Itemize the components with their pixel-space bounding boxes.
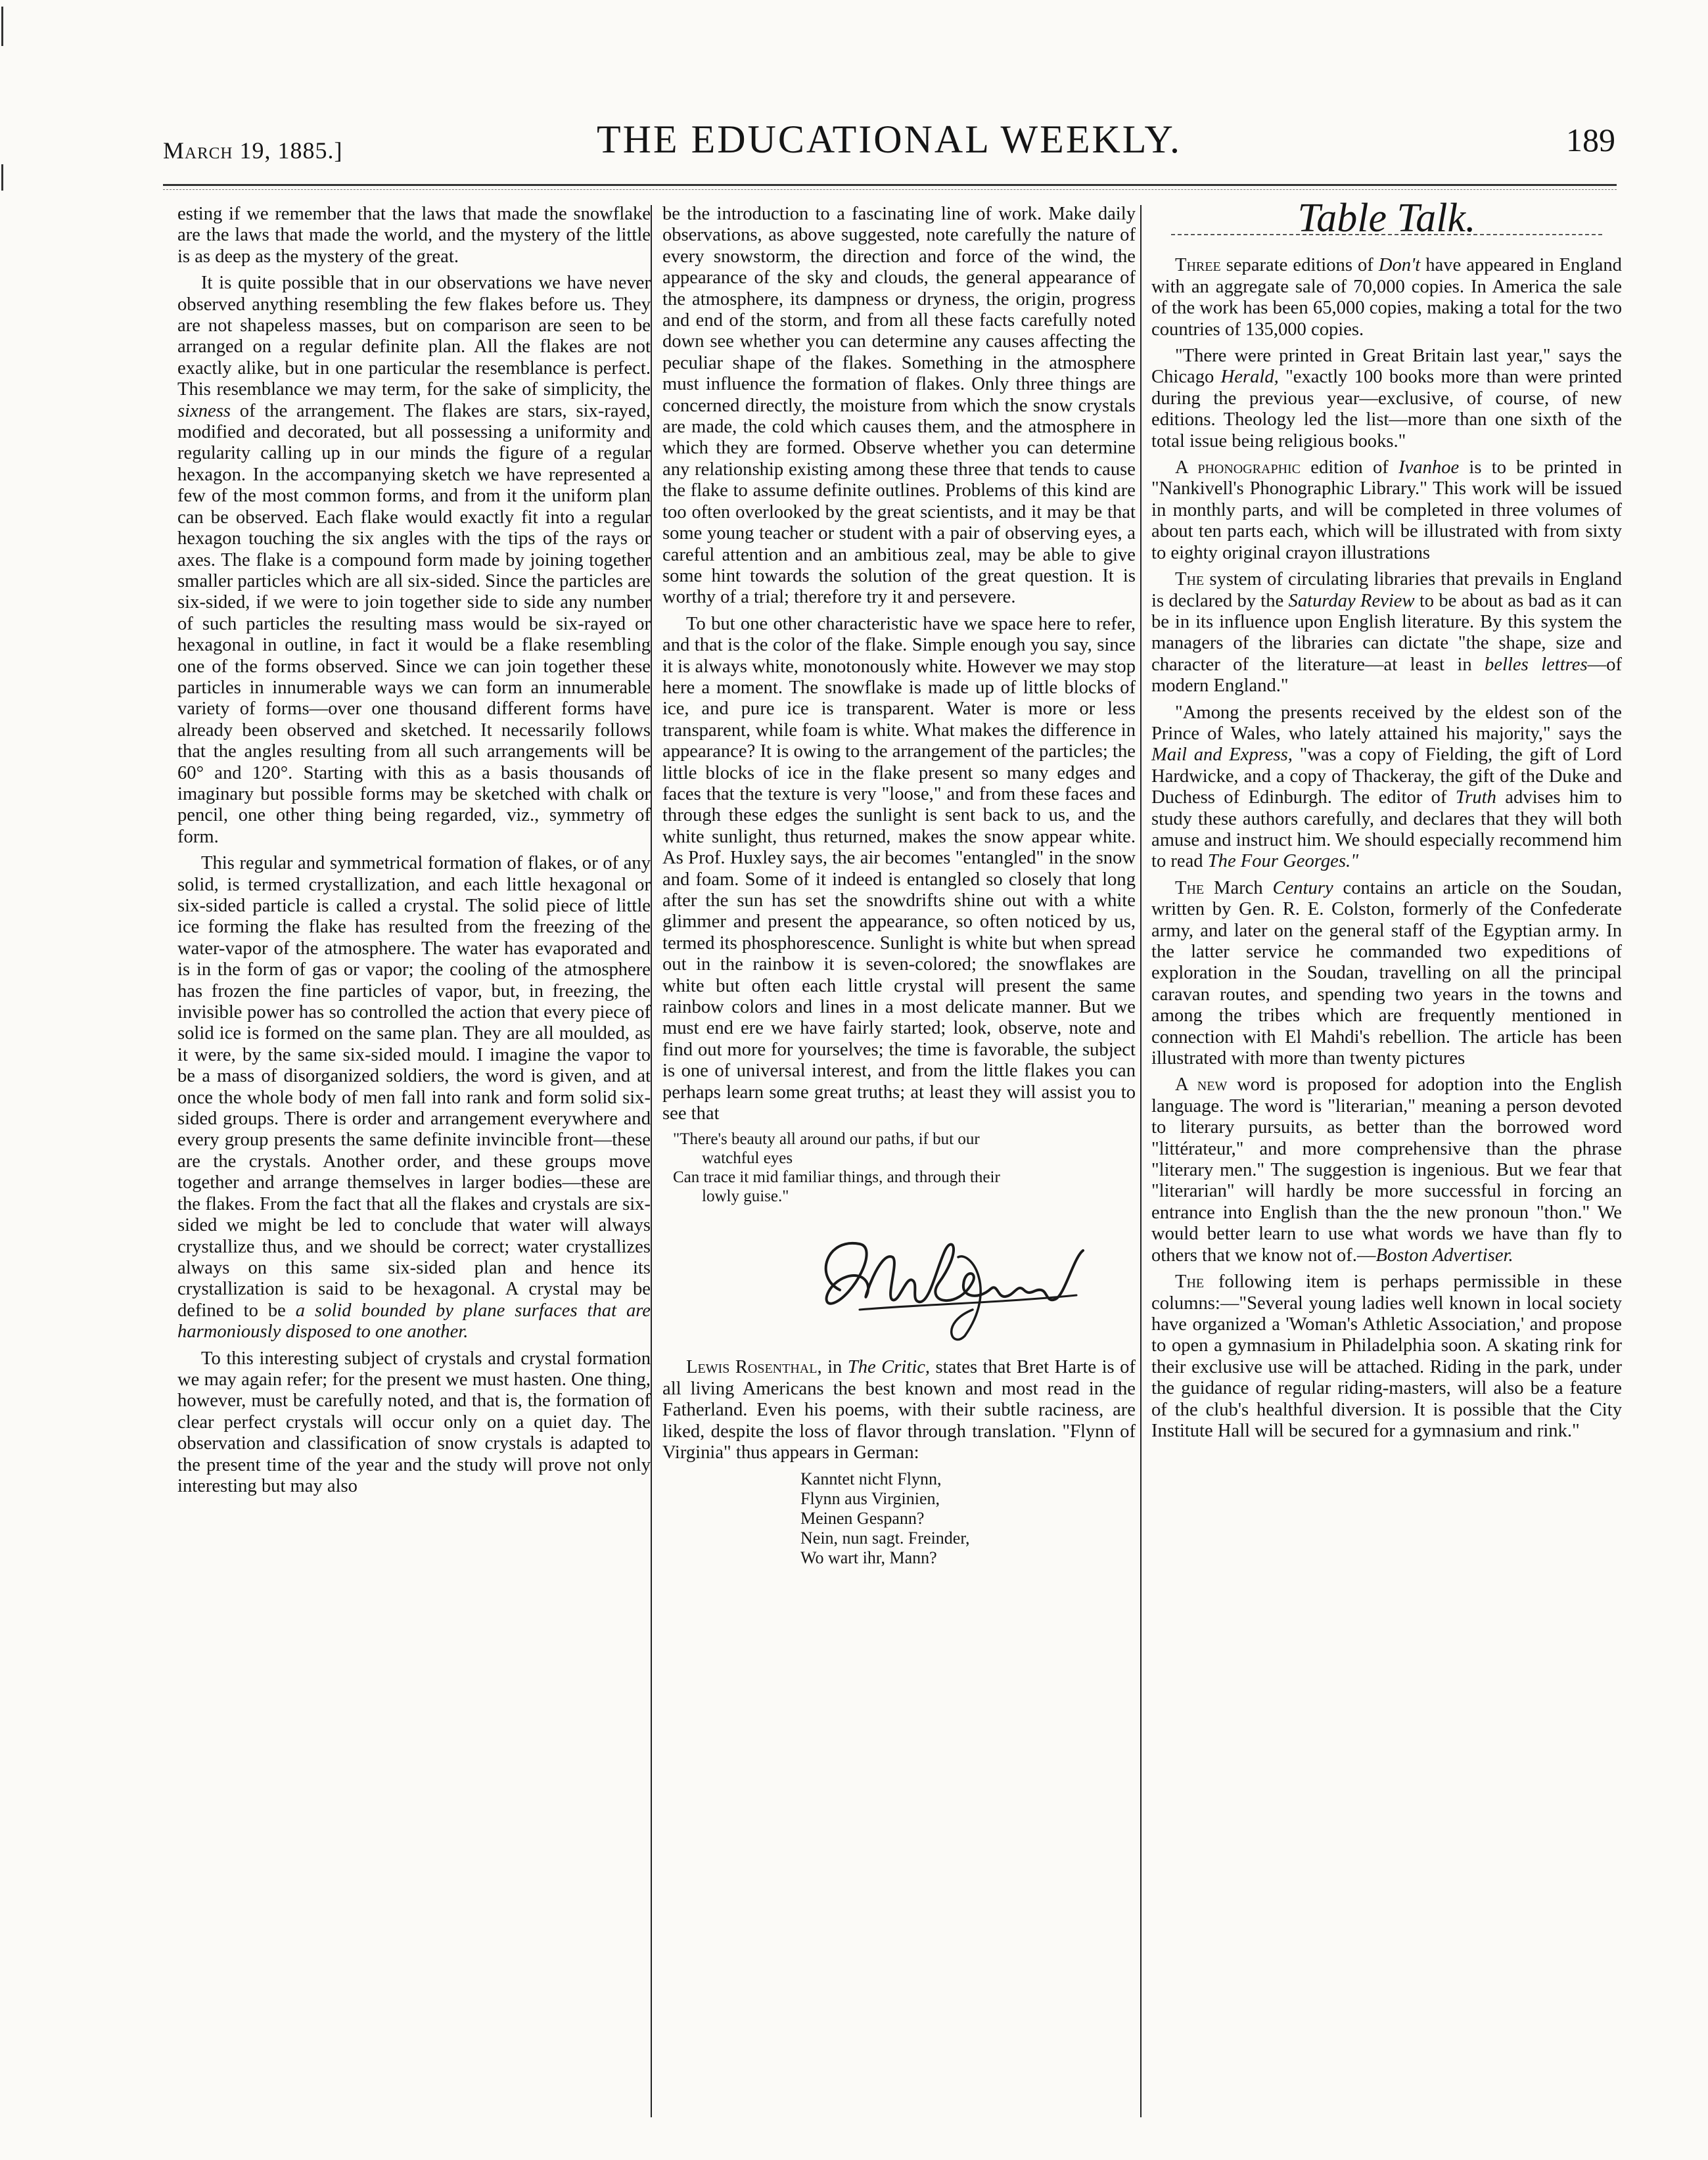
definition: a solid bounded by plane surfaces that are harmoniously disposed to one another. — [177, 1300, 651, 1343]
news-item: "There were printed in Great Britain last year," says the Chicago Herald, "exactly 100 books more than were printed during the previous year—exclusive, of course, of new editions. Theology led the list—more than one sixth of the total issue being religious books." — [1151, 346, 1622, 451]
verse-line: Wo wart ihr, Mann? — [800, 1548, 937, 1567]
verse-line: Kanntet nicht Flynn, — [800, 1469, 942, 1488]
paragraph: To but one other characteristic have we space here to refer, and that is the color of the flake. Simple enough you say, since it is always white, monotonously white. However we may stop here a moment. The snowflake is made up of little blocks of ice, and pure ice is transparent. Water is more or less transparent, while foam is white. What makes the difference in appearance? It is owing to the arrangement of the particles; the little blocks of ice in the flake present so many edges and faces that the texture is very "loose," and from these faces and through these edges the sunlight is sent back to us, and the white sunlight, thus returned, makes the snow appear white. As Prof. Huxley says, the air becomes "entangled" in the snow and foam. Some of it indeed is entangled so closely that long after the sun has set the snowdrifts shine out with a white glimmer and present the appearance, so often noticed by us, termed its phosphorescence. Sunlight is white but when spread out in the rainbow it is seven-colored; the snowflakes are white but often each little crystal will present the same rainbow colors and lines in a most delicate manner. But we must end ere we have fairly started; look, observe, note and find out more for yourselves; the time is favorable, the subject is one of universal interest, and from the little flakes you can perhaps learn some great truths; at least they will assist you to see that — [662, 613, 1136, 1124]
header-rule — [163, 184, 1617, 186]
column-divider — [1140, 205, 1142, 2117]
verse-line: Nein, nun sagt. Freinder, — [800, 1528, 970, 1548]
paragraph: To this interesting subject of crystals and crystal formation we may again refer; for the present we must hasten. One thing, however, must be carefully noted, and that is, the formation of clear perfect crystals will occur only on a quiet day. The observation and classification of snow crystals is adapted to the present time of the year and the study will prove not only interesting but may also — [177, 1348, 651, 1496]
news-item: The following item is perhaps permissible in these columns:—"Several young ladies well known in local society have organized a 'Woman's Athletic Association,' and propose to open a gymnasium in Philadelphia soon. A skating rink for their exclusive use will be attached. Riding in the park, under the guidance of regular riding-masters, will also be a feature of the club's healthful diversion. It is possible that the City Institute Hall will be secured for a gymnasium and rink." — [1151, 1272, 1623, 1441]
column-1 — [177, 204, 651, 1502]
paragraph: It is quite possible that in our observations we have never observed anything resembling the few flakes before us. They are not shapeless masses, but on comparison are seen to be arranged on a regular definite plan. All the flakes are not exactly alike, but in one particular the resemblance is perfect. This resemblance we may term, for the sake of simplicity, the sixness of the arrangement. The flakes are stars, six-rayed, modified and decorated, but all possessing a uniformity and regularity calling up in our minds the figure of a regular hexagon. In the accompanying sketch we have represented a few of the most common forms, and from it the uniform plan can be observed. Each flake would exactly fit into a regular hexagon touching the six angles with the tips of the rays or axes. The flake is a compound form made by joining together smaller particles which are all six-sided. Since the particles are six-sided, if we were to join together side to side any number of such particles the resulting mass would be six-rayed or hexagonal in outline, in fact it would be a flake resembling one of the forms observed. Since we can join together these particles in innumerable ways we can form an innumerable variety of forms—over one thousand different forms have already been observed and sketched. It necessarily follows that the angles resulting from all such arrangements will be 60° and 120°. Starting with this as a basis thousands of imaginary but possible forms may be sketched with chalk or pencil, one other thing being regarded, viz., symmetry of form. — [177, 273, 651, 847]
news-item: Three separate editions of Don't have appeared in England with an aggregate sale of 70,000 copies. In America the sale of the work has been 65,000 copies, making a total for the two countries of 135,000 copies. — [1151, 255, 1622, 340]
verse-line: lowly guise." — [702, 1187, 789, 1206]
handwritten-signature — [662, 1211, 1136, 1349]
verse-line: Flynn aus Virginien, — [800, 1488, 940, 1508]
header-rule-dashed — [163, 189, 1617, 190]
emphasis: sixness — [177, 400, 231, 421]
page-header — [163, 117, 1615, 176]
german-verse — [800, 1469, 1136, 1568]
issue-date: March 19, 1885.] — [163, 137, 343, 164]
publication-title: THE EDUCATIONAL WEEKLY. — [596, 118, 1182, 161]
verse-line: Can trace it mid familiar things, and through their — [673, 1168, 1000, 1187]
paragraph: esting if we remember that the laws that made the snowflake are the laws that made the world, and the mystery of the little is as deep as the mystery of the great. — [177, 204, 651, 267]
news-item: "Among the presents received by the eldest son of the Prince of Wales, who lately attained his majority," says the Mail and Express, "was a copy of Fielding, the gift of Lord Hardwicke, and a copy of Thackeray, the gift of the Duke and Duchess of Edinburgh. The editor of Truth advises him to study these authors carefully, and declares that they will both amuse and instruct him. We should especially recommend him to read The Four Georges." — [1151, 702, 1622, 872]
paragraph: This regular and symmetrical formation of flakes, or of any solid, is termed crystallization, and each little hexagonal or six-sided particle is called a crystal. The solid piece of little ice forming the flake has resulted from the freezing of the water-vapor of the atmosphere. The water has evaporated and is in the form of gas or vapor; the cooling of the atmosphere has frozen the fine particles of vapor, but, in freezing, the invisible power has so controlled the action that every piece of solid ice is formed on the same plan. They are all moulded, as it were, by the same six-sided mould. I imagine the vapor to be a mass of disorganized soldiers, the word is given, and at once the whole body of men fall into rank and form solid six-sided groups. There is order and arrangement everywhere and every group presents the same definite invincible front—these are the crystals. Another order, and these groups move together and arrange themselves in larger bodies—these are the flakes. From the fact that all the flakes and crystals are six-sided we might be led to conclude that water will always crystallize thus, and we should be correct; water crystallizes always on this same six-sided plan and hence its crystallization is said to be hexagonal. A crystal may be defined to be a solid bounded by plane surfaces that are harmoniously disposed to one another. — [177, 853, 651, 1343]
page-number: 189 — [1566, 122, 1615, 158]
column-3 — [1151, 196, 1623, 1447]
paragraph: be the introduction to a fascinating line of work. Make daily observations, as above suggested, note carefully the nature of every snowstorm, the direction and force of the wind, the appearance of the sky and clouds, the general appearance of the atmosphere, its dampness or dryness, the origin, progress and end of the storm, and from all these facts carefully noted down see whether you can determine any causes affecting the peculiar shape of the flakes. Something in the atmosphere must influence the formation of flakes. Only three things are concerned directly, the moisture from which the snow crystals are made, the cold which causes them, and the atmosphere in which they are formed. Observe whether you can determine any relationship existing among these three that tends to cause the flake to assume definite outlines. Problems of this kind are too often overlooked by the great scientists, and it may be that some young teacher or student with a pair of observing eyes, a careful attention and an ambitious zeal, may be able to give some hint towards the solution of the great question. It is worthy of a trial; therefore try it and persevere. — [662, 204, 1136, 608]
paragraph: Lewis Rosenthal, in The Critic, states that Bret Harte is of all living Americans the best known and most read in the Fatherland. Even his poems, with their subtle raciness, are liked, despite the loss of flavor through translation. "Flynn of Virginia" thus appears in German: — [662, 1357, 1136, 1463]
verse-line: watchful eyes — [702, 1149, 793, 1168]
verse-line: Meinen Gespann? — [800, 1508, 925, 1528]
news-item: A phonographic edition of Ivanhoe is to be printed in "Nankivell's Phonographic Library." This work will be issued in monthly parts, and will be completed in three volumes of about ten parts each, which will be illustrated with from sixty to eighty original crayon illustrations — [1151, 457, 1622, 563]
verse-quote — [662, 1130, 1136, 1206]
column-divider — [651, 205, 652, 2117]
news-item: The March Century contains an article on the Soudan, written by Gen. R. E. Colston, formerly of the Confederate army, and later on the general staff of the Egyptian army. In the latter service he commanded two expeditions of exploration in the Soudan, travelling on all the principal caravan routes, and spending two years in the towns and among the tribes which are frequently mentioned in connection with El Mahdi's rebellion. The article has been illustrated with more than twenty pictures — [1151, 877, 1623, 1069]
news-item: The system of circulating libraries that prevails in England is declared by the Saturday Review to be about as bad as it can be in its influence upon English literature. By this system the managers of the libraries can dictate "the shape, size and character of the literature—at least in belles lettres—of modern England." — [1151, 569, 1622, 697]
verse-line: "There's beauty all around our paths, if but our — [673, 1130, 980, 1149]
news-item: A new word is proposed for adoption into the English language. The word is "literarian," meaning a person devoted to literary pursuits, as better than the borrowed word "littérateur," and more comprehensive than the phrase "literary men." The suggestion is ingenious. But we fear that "literarian" will hardly be more successful in forcing an entrance into English than the the new pronoun "thon." We would better learn to use what words we have than fly to others that we know not of.—Boston Advertiser. — [1151, 1074, 1622, 1266]
column-2 — [662, 204, 1136, 1568]
margin-mark — [1, 164, 3, 191]
margin-mark — [1, 7, 3, 46]
section-heading: Table Talk. — [1297, 196, 1476, 241]
